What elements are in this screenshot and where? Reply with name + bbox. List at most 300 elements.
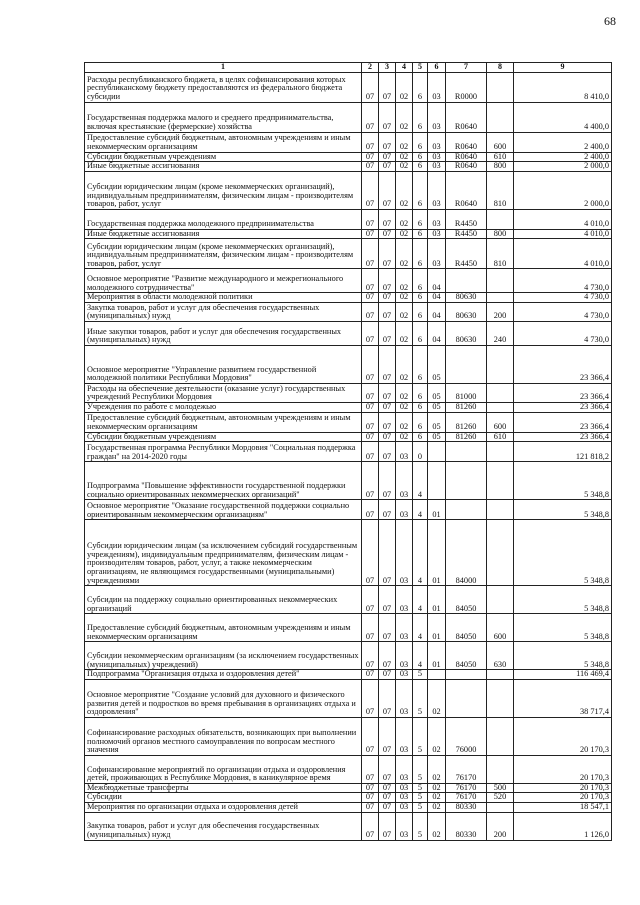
subprogram-code-cell: 6: [413, 432, 428, 442]
expense-direction-cell: [446, 269, 487, 293]
expense-type-cell: 200: [487, 812, 514, 840]
header-cell: 2: [362, 63, 379, 73]
row-name-cell: Расходы на обеспечение деятельности (оказание услуг) государственных учреждений Республики Мордовия: [85, 383, 362, 402]
table-row: [85, 586, 612, 614]
activity-code-cell: 04: [428, 321, 446, 345]
subprogram-code-cell: 4: [413, 462, 428, 500]
activity-code-cell: 03: [428, 162, 446, 172]
expense-type-cell: [487, 383, 514, 402]
program-code-cell: 02: [396, 209, 413, 229]
subsection-code-cell: 07: [379, 162, 396, 172]
expense-direction-cell: 84000: [446, 520, 487, 586]
expense-direction-cell: 84050: [446, 586, 487, 614]
row-name-cell: Мероприятия в области молодежной политики: [85, 293, 362, 303]
expense-direction-cell: 80630: [446, 293, 487, 303]
table-row: [85, 412, 612, 432]
subsection-code-cell: 07: [379, 293, 396, 303]
row-name-cell: Предоставление субсидий бюджетным, автономным учреждениям и иным некоммерческим организациям: [85, 614, 362, 642]
table-row: [85, 402, 612, 412]
subprogram-code-cell: 6: [413, 402, 428, 412]
expense-direction-cell: R0640: [446, 162, 487, 172]
program-code-cell: 02: [396, 402, 413, 412]
header-cell: 3: [379, 63, 396, 73]
section-code-cell: 07: [362, 72, 379, 102]
subsection-code-cell: 07: [379, 670, 396, 680]
table-row: [85, 209, 612, 229]
amount-cell: 5 348,8: [514, 500, 612, 520]
expense-type-cell: 520: [487, 793, 514, 803]
section-code-cell: 07: [362, 321, 379, 345]
expense-type-cell: [487, 345, 514, 383]
table-row: [85, 132, 612, 152]
expense-type-cell: [487, 755, 514, 783]
activity-code-cell: 03: [428, 132, 446, 152]
section-code-cell: 07: [362, 229, 379, 239]
subsection-code-cell: 07: [379, 229, 396, 239]
header-cell: 5: [413, 63, 428, 73]
table-row: [85, 812, 612, 840]
section-code-cell: 07: [362, 670, 379, 680]
amount-cell: 4 730,0: [514, 293, 612, 303]
header-cell: 1: [85, 63, 362, 73]
expense-type-cell: 600: [487, 412, 514, 432]
activity-code-cell: 03: [428, 171, 446, 209]
subsection-code-cell: 07: [379, 642, 396, 670]
section-code-cell: 07: [362, 812, 379, 840]
subsection-code-cell: 07: [379, 102, 396, 132]
expense-type-cell: 600: [487, 132, 514, 152]
section-code-cell: 07: [362, 239, 379, 269]
section-code-cell: 07: [362, 802, 379, 812]
table-row: [85, 755, 612, 783]
subsection-code-cell: 07: [379, 500, 396, 520]
amount-cell: 20 170,3: [514, 755, 612, 783]
amount-cell: 23 366,4: [514, 345, 612, 383]
row-name-cell: Основное мероприятие "Оказание государственной поддержки социально ориентированным некоммерческим организациям": [85, 500, 362, 520]
program-code-cell: 02: [396, 293, 413, 303]
subsection-code-cell: 07: [379, 152, 396, 162]
section-code-cell: 07: [362, 132, 379, 152]
amount-cell: 8 410,0: [514, 72, 612, 102]
expense-direction-cell: [446, 462, 487, 500]
section-code-cell: 07: [362, 171, 379, 209]
subprogram-code-cell: 6: [413, 209, 428, 229]
row-name-cell: Расходы республиканского бюджета, в целях софинансирования которых республиканскому бюджету предоставляются из федерального бюджета субсидии: [85, 72, 362, 102]
subprogram-code-cell: 6: [413, 171, 428, 209]
amount-cell: 4 010,0: [514, 229, 612, 239]
row-name-cell: Субсидии некоммерческим организациям (за исключением государственных (муниципальных) учреждений): [85, 642, 362, 670]
table-row: [85, 500, 612, 520]
activity-code-cell: 03: [428, 72, 446, 102]
expense-direction-cell: R0000: [446, 72, 487, 102]
section-code-cell: 07: [362, 209, 379, 229]
amount-cell: 20 170,3: [514, 793, 612, 803]
subprogram-code-cell: 6: [413, 152, 428, 162]
table-row: [85, 269, 612, 293]
subprogram-code-cell: 5: [413, 812, 428, 840]
header-cell: 7: [446, 63, 487, 73]
subsection-code-cell: 07: [379, 345, 396, 383]
expense-type-cell: [487, 442, 514, 462]
subprogram-code-cell: 4: [413, 586, 428, 614]
row-name-cell: Субсидии на поддержку социально ориентированных некоммерческих организаций: [85, 586, 362, 614]
expense-direction-cell: 80330: [446, 812, 487, 840]
section-code-cell: 07: [362, 152, 379, 162]
expense-type-cell: 810: [487, 239, 514, 269]
table-row: [85, 293, 612, 303]
expense-direction-cell: 81260: [446, 412, 487, 432]
section-code-cell: 07: [362, 793, 379, 803]
subsection-code-cell: 07: [379, 302, 396, 321]
expense-type-cell: 610: [487, 432, 514, 442]
expense-direction-cell: [446, 345, 487, 383]
subsection-code-cell: 07: [379, 802, 396, 812]
section-code-cell: 07: [362, 383, 379, 402]
expense-type-cell: [487, 586, 514, 614]
subsection-code-cell: 07: [379, 783, 396, 793]
activity-code-cell: 02: [428, 679, 446, 717]
program-code-cell: 03: [396, 442, 413, 462]
expense-type-cell: 810: [487, 171, 514, 209]
row-name-cell: Мероприятия по организации отдыха и оздоровления детей: [85, 802, 362, 812]
header-cell: 4: [396, 63, 413, 73]
expense-direction-cell: 76170: [446, 793, 487, 803]
section-code-cell: 07: [362, 345, 379, 383]
expense-type-cell: [487, 802, 514, 812]
subsection-code-cell: 07: [379, 321, 396, 345]
expense-type-cell: [487, 462, 514, 500]
row-name-cell: Закупка товаров, работ и услуг для обеспечения государственных (муниципальных) нужд: [85, 302, 362, 321]
amount-cell: 23 366,4: [514, 412, 612, 432]
program-code-cell: 02: [396, 345, 413, 383]
row-name-cell: Софинансирование мероприятий по организации отдыха и оздоровления детей, проживающих в Республике Мордовия, в каникулярное время: [85, 755, 362, 783]
subsection-code-cell: 07: [379, 462, 396, 500]
table-header-row: [85, 63, 612, 73]
subsection-code-cell: 07: [379, 269, 396, 293]
activity-code-cell: 05: [428, 345, 446, 383]
table-row: [85, 321, 612, 345]
amount-cell: 2 000,0: [514, 162, 612, 172]
amount-cell: 4 730,0: [514, 269, 612, 293]
table-row: [85, 520, 612, 586]
expense-type-cell: [487, 269, 514, 293]
expense-type-cell: [487, 402, 514, 412]
subprogram-code-cell: 5: [413, 670, 428, 680]
amount-cell: 5 348,8: [514, 462, 612, 500]
section-code-cell: 07: [362, 679, 379, 717]
activity-code-cell: 04: [428, 293, 446, 303]
program-code-cell: 03: [396, 755, 413, 783]
program-code-cell: 02: [396, 239, 413, 269]
page-number: 68: [604, 14, 616, 28]
table-row: [85, 783, 612, 793]
subsection-code-cell: 07: [379, 171, 396, 209]
expense-type-cell: [487, 717, 514, 755]
row-name-cell: Основное мероприятие "Создание условий для духовного и физического развития детей и подростков во время пребывания в организациях отдыха и оздоровления": [85, 679, 362, 717]
subprogram-code-cell: 6: [413, 345, 428, 383]
subprogram-code-cell: 5: [413, 802, 428, 812]
expense-type-cell: [487, 72, 514, 102]
expense-type-cell: [487, 679, 514, 717]
expense-direction-cell: R4450: [446, 209, 487, 229]
activity-code-cell: 01: [428, 586, 446, 614]
activity-code-cell: 05: [428, 412, 446, 432]
program-code-cell: 02: [396, 321, 413, 345]
expense-direction-cell: R4450: [446, 229, 487, 239]
expense-type-cell: 800: [487, 162, 514, 172]
section-code-cell: 07: [362, 432, 379, 442]
expense-direction-cell: R0640: [446, 132, 487, 152]
program-code-cell: 02: [396, 132, 413, 152]
row-name-cell: Подпрограмма "Повышение эффективности государственной поддержки социально ориентированных некоммерческих организаций": [85, 462, 362, 500]
expense-type-cell: [487, 209, 514, 229]
subprogram-code-cell: 5: [413, 755, 428, 783]
section-code-cell: 07: [362, 755, 379, 783]
expense-direction-cell: 76170: [446, 783, 487, 793]
expense-type-cell: 800: [487, 229, 514, 239]
program-code-cell: 02: [396, 302, 413, 321]
expense-direction-cell: 76170: [446, 755, 487, 783]
row-name-cell: Подпрограмма "Организация отдыха и оздоровления детей": [85, 670, 362, 680]
amount-cell: 2 400,0: [514, 132, 612, 152]
activity-code-cell: 03: [428, 239, 446, 269]
header-cell: 9: [514, 63, 612, 73]
expense-type-cell: 200: [487, 302, 514, 321]
subsection-code-cell: 07: [379, 520, 396, 586]
program-code-cell: 02: [396, 171, 413, 209]
row-name-cell: Субсидии юридическим лицам (за исключением субсидий государственным учреждениям), индивидуальным предпринимателям, физическим лицам - производителям товаров, работ, услуг, а также некоммерческим организациям, не являющимся государственными (муниципальными) учреждениями: [85, 520, 362, 586]
row-name-cell: Учреждения по работе с молодежью: [85, 402, 362, 412]
subprogram-code-cell: 4: [413, 520, 428, 586]
expense-type-cell: 630: [487, 642, 514, 670]
section-code-cell: 07: [362, 162, 379, 172]
section-code-cell: 07: [362, 293, 379, 303]
expense-direction-cell: 80330: [446, 802, 487, 812]
program-code-cell: 03: [396, 520, 413, 586]
subprogram-code-cell: 0: [413, 442, 428, 462]
expense-direction-cell: 81260: [446, 432, 487, 442]
activity-code-cell: 03: [428, 209, 446, 229]
section-code-cell: 07: [362, 269, 379, 293]
expense-direction-cell: [446, 442, 487, 462]
section-code-cell: 07: [362, 717, 379, 755]
row-name-cell: Субсидии юридическим лицам (кроме некоммерческих организаций), индивидуальным предпринимателям, физическим лицам - производителям товаров, работ, услуг: [85, 171, 362, 209]
amount-cell: 4 730,0: [514, 302, 612, 321]
table-row: [85, 642, 612, 670]
table-row: [85, 345, 612, 383]
section-code-cell: 07: [362, 586, 379, 614]
row-name-cell: Предоставление субсидий бюджетным, автономным учреждениям и иным некоммерческим организациям: [85, 412, 362, 432]
amount-cell: 5 348,8: [514, 642, 612, 670]
activity-code-cell: 05: [428, 432, 446, 442]
row-name-cell: Субсидии юридическим лицам (кроме некоммерческих организаций), индивидуальным предпринимателям, физическим лицам - производителям товаров, работ, услуг: [85, 239, 362, 269]
table-row: [85, 162, 612, 172]
amount-cell: 18 547,1: [514, 802, 612, 812]
program-code-cell: 03: [396, 812, 413, 840]
section-code-cell: 07: [362, 783, 379, 793]
expense-direction-cell: 80630: [446, 321, 487, 345]
expense-direction-cell: 80630: [446, 302, 487, 321]
table-body: [85, 72, 612, 840]
section-code-cell: 07: [362, 102, 379, 132]
program-code-cell: 02: [396, 432, 413, 442]
expense-direction-cell: 81000: [446, 383, 487, 402]
section-code-cell: 07: [362, 442, 379, 462]
amount-cell: 5 348,8: [514, 520, 612, 586]
activity-code-cell: 03: [428, 102, 446, 132]
program-code-cell: 02: [396, 72, 413, 102]
expense-direction-cell: R0640: [446, 152, 487, 162]
subsection-code-cell: 07: [379, 402, 396, 412]
subprogram-code-cell: 6: [413, 239, 428, 269]
amount-cell: 4 400,0: [514, 102, 612, 132]
amount-cell: 23 366,4: [514, 383, 612, 402]
subsection-code-cell: 07: [379, 383, 396, 402]
program-code-cell: 03: [396, 500, 413, 520]
amount-cell: 4 010,0: [514, 239, 612, 269]
expense-direction-cell: [446, 670, 487, 680]
program-code-cell: 03: [396, 783, 413, 793]
expense-type-cell: [487, 670, 514, 680]
activity-code-cell: 03: [428, 152, 446, 162]
subprogram-code-cell: 6: [413, 102, 428, 132]
activity-code-cell: 05: [428, 402, 446, 412]
row-name-cell: Субсидии: [85, 793, 362, 803]
activity-code-cell: [428, 442, 446, 462]
activity-code-cell: 02: [428, 717, 446, 755]
expense-direction-cell: [446, 500, 487, 520]
expense-type-cell: [487, 293, 514, 303]
amount-cell: 20 170,3: [514, 717, 612, 755]
section-code-cell: 07: [362, 412, 379, 432]
row-name-cell: Государственная программа Республики Мордовия "Социальная поддержка граждан" на 2014-2020 годы: [85, 442, 362, 462]
subsection-code-cell: 07: [379, 209, 396, 229]
expense-type-cell: [487, 500, 514, 520]
row-name-cell: Межбюджетные трансферты: [85, 783, 362, 793]
section-code-cell: 07: [362, 642, 379, 670]
subsection-code-cell: 07: [379, 239, 396, 269]
table-row: [85, 102, 612, 132]
amount-cell: 116 469,4: [514, 670, 612, 680]
amount-cell: 5 348,8: [514, 586, 612, 614]
section-code-cell: 07: [362, 402, 379, 412]
table-row: [85, 72, 612, 102]
subprogram-code-cell: 5: [413, 679, 428, 717]
activity-code-cell: 01: [428, 520, 446, 586]
subprogram-code-cell: 5: [413, 717, 428, 755]
header-cell: 8: [487, 63, 514, 73]
subsection-code-cell: 07: [379, 812, 396, 840]
expense-direction-cell: 84050: [446, 614, 487, 642]
table-row: [85, 152, 612, 162]
table-row: [85, 679, 612, 717]
subprogram-code-cell: 6: [413, 321, 428, 345]
expense-type-cell: [487, 520, 514, 586]
row-name-cell: Государственная поддержка малого и среднего предпринимательства, включая крестьянские (фермерские) хозяйства: [85, 102, 362, 132]
subsection-code-cell: 07: [379, 72, 396, 102]
table-row: [85, 171, 612, 209]
row-name-cell: Основное мероприятие "Развитие международного и межрегионального молодежного сотрудничества": [85, 269, 362, 293]
subsection-code-cell: 07: [379, 717, 396, 755]
section-code-cell: 07: [362, 462, 379, 500]
subprogram-code-cell: 4: [413, 500, 428, 520]
subprogram-code-cell: 6: [413, 229, 428, 239]
subprogram-code-cell: 4: [413, 614, 428, 642]
table-row: [85, 229, 612, 239]
table-row: [85, 383, 612, 402]
program-code-cell: 03: [396, 717, 413, 755]
activity-code-cell: 03: [428, 229, 446, 239]
table-row: [85, 432, 612, 442]
row-name-cell: Основное мероприятие "Управление развитием государственной молодежной политики Республики Мордовия": [85, 345, 362, 383]
subsection-code-cell: 07: [379, 793, 396, 803]
activity-code-cell: 04: [428, 269, 446, 293]
row-name-cell: Субсидии бюджетным учреждениям: [85, 152, 362, 162]
activity-code-cell: [428, 462, 446, 500]
subsection-code-cell: 07: [379, 614, 396, 642]
subprogram-code-cell: 6: [413, 72, 428, 102]
subsection-code-cell: 07: [379, 755, 396, 783]
activity-code-cell: 05: [428, 383, 446, 402]
header-cell: 6: [428, 63, 446, 73]
program-code-cell: 03: [396, 614, 413, 642]
subprogram-code-cell: 5: [413, 793, 428, 803]
activity-code-cell: 02: [428, 755, 446, 783]
subprogram-code-cell: 6: [413, 162, 428, 172]
subsection-code-cell: 07: [379, 132, 396, 152]
expense-type-cell: 240: [487, 321, 514, 345]
amount-cell: 2 400,0: [514, 152, 612, 162]
subprogram-code-cell: 6: [413, 302, 428, 321]
table-row: [85, 802, 612, 812]
subprogram-code-cell: 6: [413, 412, 428, 432]
subsection-code-cell: 07: [379, 586, 396, 614]
program-code-cell: 02: [396, 162, 413, 172]
table-row: [85, 239, 612, 269]
subsection-code-cell: 07: [379, 442, 396, 462]
subsection-code-cell: 07: [379, 432, 396, 442]
subprogram-code-cell: 6: [413, 383, 428, 402]
expense-direction-cell: 76000: [446, 717, 487, 755]
program-code-cell: 02: [396, 229, 413, 239]
section-code-cell: 07: [362, 500, 379, 520]
row-name-cell: Закупка товаров, работ и услуг для обеспечения государственных (муниципальных) нужд: [85, 812, 362, 840]
subsection-code-cell: 07: [379, 679, 396, 717]
row-name-cell: Иные бюджетные ассигнования: [85, 162, 362, 172]
expense-direction-cell: R0640: [446, 171, 487, 209]
amount-cell: 4 730,0: [514, 321, 612, 345]
subprogram-code-cell: 6: [413, 293, 428, 303]
amount-cell: 121 818,2: [514, 442, 612, 462]
activity-code-cell: 01: [428, 500, 446, 520]
row-name-cell: Государственная поддержка молодежного предпринимательства: [85, 209, 362, 229]
activity-code-cell: 02: [428, 812, 446, 840]
section-code-cell: 07: [362, 302, 379, 321]
program-code-cell: 02: [396, 412, 413, 432]
program-code-cell: 02: [396, 152, 413, 162]
table-row: [85, 302, 612, 321]
program-code-cell: 02: [396, 269, 413, 293]
subprogram-code-cell: 4: [413, 642, 428, 670]
table-row: [85, 793, 612, 803]
subprogram-code-cell: 6: [413, 132, 428, 152]
row-name-cell: Субсидии бюджетным учреждениям: [85, 432, 362, 442]
row-name-cell: Иные бюджетные ассигнования: [85, 229, 362, 239]
amount-cell: 38 717,4: [514, 679, 612, 717]
expense-direction-cell: 84050: [446, 642, 487, 670]
amount-cell: 23 366,4: [514, 402, 612, 412]
table-row: [85, 670, 612, 680]
